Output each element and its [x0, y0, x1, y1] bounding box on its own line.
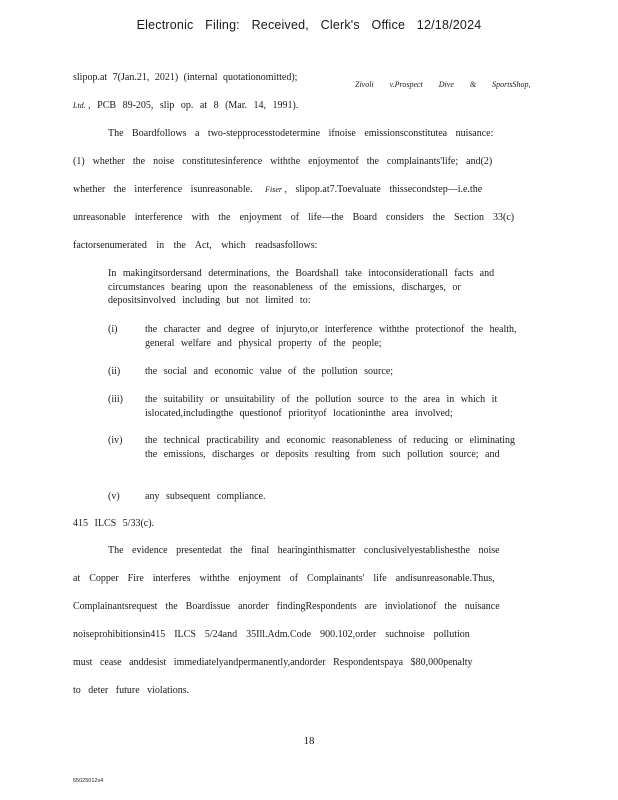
citation-text: , PCB 89-205, slip op. at 8 (Mar. 14, 1991). — [88, 100, 299, 111]
text-line: must cease anddesist immediatelyandpermanently,andorder Respondentspaya $80,000penalty — [73, 657, 473, 668]
document-id: 65025012v4 — [73, 778, 104, 784]
text-line: The Boardfollows a two-stepprocesstodetermine ifnoise emissionsconstitutea nuisance: — [108, 128, 494, 139]
citation-text: slipop.at 7(Jan.21, 2021) (internal quotationomitted); — [73, 72, 298, 83]
list-item-number: (iv) — [108, 435, 123, 446]
list-item-number: (iii) — [108, 394, 123, 405]
text-segment: , slipop.at7.Toevaluate thissecondstep—i.e.the — [284, 184, 483, 195]
list-item-text: the social and economic value of the pollution source; — [145, 366, 394, 377]
text-line: unreasonable interference with the enjoyment of life—the Board considers the Section 33(c) — [73, 212, 515, 223]
text-line: (1) whether the noise constitutesinference withthe enjoymentof the complainants'life; and(2) — [73, 156, 493, 167]
list-item-number: (v) — [108, 491, 120, 502]
statute-citation: 415 ILCS 5/33(c). — [73, 518, 155, 529]
text-line: Complainantsrequest the Boardissue anorder findingRespondents are inviolationof the nuisance — [73, 601, 500, 612]
filing-header: Electronic Filing: Received, Clerk's Office 12/18/2024 — [136, 18, 482, 32]
list-item-number: (i) — [108, 324, 118, 335]
list-item-text: the technical practicability and economic reasonableness of reducing or eliminating the emissions, discharges or deposits resulting from such pollution source; and — [145, 435, 516, 460]
text-segment: whether the interference isunreasonable. — [73, 184, 253, 195]
page-number: 18 — [303, 735, 315, 747]
text-line — [73, 184, 482, 195]
text-line — [355, 74, 531, 92]
text-line — [73, 100, 298, 111]
list-item-text: any subsequent compliance. — [145, 491, 266, 502]
list-item-text: the suitability or unsuitability of the pollution source to the area in which it islocated,includingthe questionof priorityof locationinthe area involved; — [145, 394, 498, 419]
case-name: Ltd. — [73, 101, 86, 110]
block-quote-intro: In makingitsordersand determinations, the Boardshall take intoconsiderationall facts and circumstances bearing upon the reasonableness of the emissions, discharges, or depositsinvolved including but not limited to: — [108, 268, 495, 306]
text-line: factorsenumerated in the Act, which readsasfollows: — [73, 240, 318, 251]
case-name: Fiser — [265, 185, 282, 194]
text-line: The evidence presentedat the final hearinginthismatter conclusivelyestablishesthe noise — [108, 545, 500, 556]
list-item-number: (ii) — [108, 366, 121, 377]
text-line: to deter future violations. — [73, 685, 190, 696]
case-name: Zivoli v.Prospect Dive & SportsShop, — [355, 80, 531, 89]
text-line: at Copper Fire interferes withthe enjoyment of Complainants' life andisunreasonable.Thus, — [73, 573, 495, 584]
text-line: noiseprohibitionsin415 ILCS 5/24and 35Ill.Adm.Code 900.102,order suchnoise pollution — [73, 629, 470, 640]
list-item-text: the character and degree of injuryto,or interference withthe protectionof the health, general welfare and physical property of the people; — [145, 324, 517, 349]
text-line — [73, 72, 297, 83]
